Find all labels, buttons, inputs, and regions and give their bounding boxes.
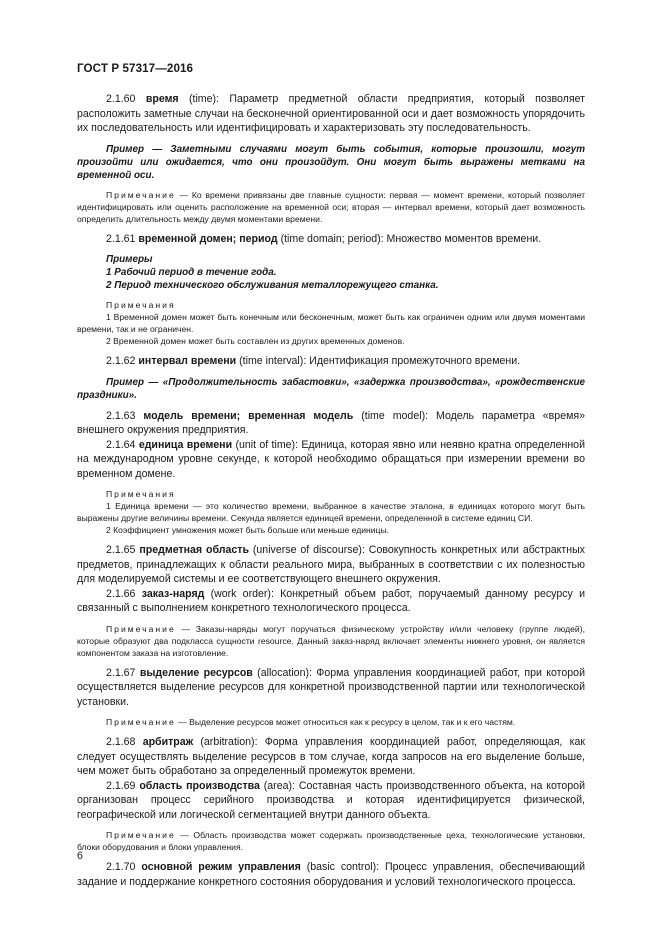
term-name: время	[145, 93, 179, 105]
term-entry	[77, 666, 585, 710]
term-english: (time)	[188, 93, 217, 105]
notes-label: Примечания	[106, 300, 176, 310]
term-number: 2.1.70	[106, 861, 136, 873]
term-english: (basic control)	[306, 861, 377, 873]
term-name: интервал времени	[138, 355, 237, 367]
term-english: (allocation)	[257, 666, 309, 679]
note-item: 1 Временной домен может быть конечным или бесконечным, может быть как ограничен одним или двумя моментами времени, так и не ограничен.	[77, 312, 585, 334]
note-label: Примечание	[106, 717, 176, 727]
term-number: 2.1.67	[106, 666, 136, 679]
term-name: временной домен; период	[138, 232, 278, 245]
examples-title: Примеры	[106, 254, 153, 265]
term-english: (unit of time)	[235, 438, 296, 451]
term-definition: : Форма управления координацией работ, при которой осуществляется выделение ресурсов для конкретной производственной партии или технологической установки.	[77, 666, 585, 708]
term-english: (area)	[263, 779, 293, 792]
term-number: 2.1.60	[106, 93, 136, 105]
note	[77, 623, 585, 659]
note-label: Примечание	[106, 189, 176, 200]
page-content	[77, 92, 585, 889]
note-text: — Область производства может содержать производственные цеха, технологические установки, блоки оборудования и блоки управления.	[77, 830, 585, 852]
term-definition: : Форма управления координацией работ, определяющая, как следует осуществлять выделение ресурсов в том случае, когда запросов на его выделение больше, чем может быть обработано за определенный промежуток времени.	[77, 736, 585, 777]
term-definition: : Совокупность конкретных или абстрактных предметов, принадлежащих к области реального мира, выбранных в соответствии с их полезностью для моделируемой системы и ее соответствующего внешнего окружения.	[77, 544, 585, 585]
example-item: 1 Рабочий период в течение года.	[106, 267, 277, 278]
term-entry	[77, 354, 585, 369]
term-number: 2.1.63	[106, 409, 136, 422]
term-english: (time domain; period)	[280, 232, 381, 245]
term-entry	[77, 92, 585, 136]
example: Пример — «Продолжительность забастовки», «задержка производства», «рождественские праздники».	[77, 376, 585, 401]
term-definition: : Параметр предметной области предприятия, который позволяет расположить заметные случаи на бесконечной ориентированной оси и дает возможность упорядочить их последовательность или идентифицировать и характеризовать эту последовательность.	[77, 93, 585, 134]
term-entry	[77, 587, 585, 616]
note	[77, 189, 585, 225]
term-entry	[77, 543, 585, 587]
term-name: арбитраж	[142, 736, 194, 748]
term-entry	[77, 438, 585, 482]
term-entry	[77, 232, 585, 247]
term-number: 2.1.68	[106, 736, 136, 748]
page-number: 6	[77, 850, 83, 862]
term-name: предметная область	[139, 544, 249, 556]
term-number: 2.1.65	[106, 544, 136, 556]
note-item: 2 Временной домен может быть составлен из других временных доменов.	[106, 336, 405, 346]
note-label: Примечание	[106, 623, 176, 634]
note-item: 1 Единица времени — это количество времени, выбранное в качестве эталона, в единицах которого могут быть выражены другие величины времени. Секунда является единицей времени, определенной в системе единиц СИ.	[77, 501, 585, 523]
term-entry	[77, 409, 585, 438]
term-name: единица времени	[138, 438, 233, 451]
term-name: область производства	[139, 779, 260, 792]
term-english: (time model)	[361, 409, 426, 422]
term-entry	[77, 735, 585, 779]
term-name: основной режим управления	[141, 861, 301, 873]
term-definition: : Конкретный объем работ, поручаемый данному ресурсу и связанный с выполнением конкретного технологического процесса.	[77, 587, 585, 614]
note-item: 2 Коэффициент умножения может быть больше или меньше единицы.	[106, 525, 390, 535]
term-definition: : Идентификация промежуточного времени.	[303, 355, 521, 367]
term-english: (arbitration)	[200, 736, 255, 748]
term-number: 2.1.61	[106, 232, 136, 245]
term-entry	[77, 779, 585, 823]
term-name: выделение ресурсов	[139, 666, 253, 679]
term-english: (universe of discourse)	[252, 544, 362, 556]
note-text: — Заказы-наряды могут поручаться физическому устройству и/или человеку (группе людей), которые образуют два подкласса сущности resource. Данный заказ-наряд включает элементы нижнего уровня, он является компонентом заказа на изготовление.	[77, 623, 585, 658]
note	[77, 829, 585, 853]
example-item: 2 Период технического обслуживания металлорежущего станка.	[106, 280, 439, 291]
term-entry	[77, 860, 585, 889]
example: Пример — Заметными случаями могут быть события, которые произошли, могут произойти или ожидается, что они произойдут. Они могут быть выражены метками на временной оси.	[77, 143, 585, 181]
notes-label: Примечания	[106, 489, 176, 499]
term-definition: : Составная часть производственного объекта, на которой организован процесс серийного производства и которая идентифицируется физической, географической или логической сегментацией внутри данного объекта.	[77, 779, 585, 821]
term-definition: : Единица, которая явно или неявно кратна определенной на международном уровне секунде, к которой необходимо обращаться при измерении времени во временном домене.	[77, 438, 585, 480]
term-definition: : Множество моментов времени.	[380, 232, 542, 245]
page-header: ГОСТ Р 57317—2016	[77, 62, 194, 75]
term-definition: : Процесс управления, обеспечивающий задание и поддержание конкретного состояния оборудования и условий технологического процесса.	[77, 861, 585, 888]
term-number: 2.1.64	[106, 438, 136, 451]
term-english: (work order)	[210, 587, 271, 600]
term-name: заказ-наряд	[141, 587, 205, 600]
note-label: Примечание	[106, 830, 176, 840]
term-english: (time interval)	[239, 355, 304, 367]
term-number: 2.1.69	[106, 779, 136, 792]
note-text: — Ко времени привязаны две главные сущности: первая — момент времени, который позволяет идентифицировать или оценить расположение на временной оси; вторая — интервал времени, который дает возможность определить длительность между двумя моментами времени.	[77, 189, 585, 224]
note	[77, 716, 585, 728]
term-name: модель времени; временная модель	[143, 409, 354, 422]
note-text: — Выделение ресурсов может относиться как к ресурсу в целом, так и к его частям.	[175, 717, 516, 727]
term-definition: : Модель параметра «время» внешнего окружения предприятия.	[77, 409, 585, 436]
term-number: 2.1.66	[106, 587, 136, 600]
term-number: 2.1.62	[106, 355, 136, 367]
